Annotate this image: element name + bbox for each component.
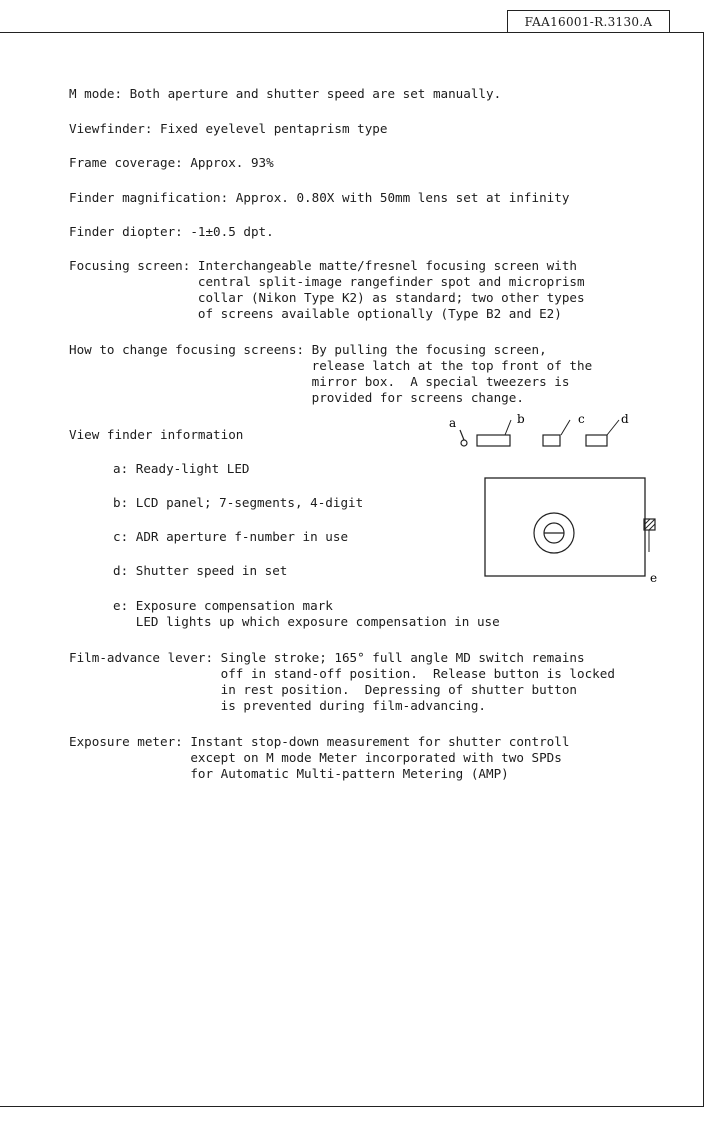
exposure-meter-line-2: except on M mode Meter incorporated with two SPDs — [69, 750, 562, 765]
film-advance-line-1: Film-advance lever: Single stroke; 165° full angle MD switch remains — [69, 650, 585, 665]
focusing-screen-line-2: central split-image rangefinder spot and microprism — [69, 274, 585, 289]
viewfinder-item-b: b: LCD panel; 7-segments, 4-digit — [113, 495, 364, 510]
how-to-change-line-1: How to change focusing screens: By pulling the focusing screen, — [69, 342, 547, 357]
film-advance-line-3: in rest position. Depressing of shutter button — [69, 682, 577, 697]
viewfinder-item-a: a: Ready-light LED — [113, 461, 250, 476]
lcd-panel-icon — [477, 420, 511, 446]
ready-light-led-icon — [460, 430, 467, 446]
finder-magnification-text: Finder magnification: Approx. 0.80X with 50mm lens set at infinity — [69, 190, 570, 205]
viewfinder-item-e-line-1: e: Exposure compensation mark — [113, 598, 333, 613]
finder-diopter-text: Finder diopter: -1±0.5 dpt. — [69, 224, 274, 239]
m-mode-text: M mode: Both aperture and shutter speed are set manually. — [69, 86, 502, 101]
aperture-window-icon — [543, 420, 570, 446]
exposure-meter-line-1: Exposure meter: Instant stop-down measurement for shutter controll — [69, 734, 570, 749]
how-to-change-line-2: release latch at the top front of the — [69, 358, 593, 373]
diagram-label-d: d — [621, 412, 629, 426]
how-to-change-line-4: provided for screens change. — [69, 390, 524, 405]
focusing-screen-line-4: of screens available optionally (Type B2 and E2) — [69, 306, 562, 321]
finder-frame — [485, 478, 645, 576]
viewfinder-text: Viewfinder: Fixed eyelevel pentaprism type — [69, 121, 388, 136]
viewfinder-item-c: c: ADR aperture f-number in use — [113, 529, 349, 544]
viewfinder-diagram — [440, 400, 680, 600]
exposure-meter-line-3: for Automatic Multi-pattern Metering (AMP) — [69, 766, 509, 781]
exposure-compensation-mark-icon — [644, 519, 655, 552]
diagram-label-a: a — [449, 416, 457, 430]
document-code-box — [507, 10, 670, 32]
viewfinder-item-d: d: Shutter speed in set — [113, 563, 288, 578]
how-to-change-line-3: mirror box. A special tweezers is — [69, 374, 570, 389]
diagram-label-b: b — [517, 412, 525, 426]
document-code: FAA16001-R.3130.A — [524, 14, 653, 29]
film-advance-line-2: off in stand-off position. Release button is locked — [69, 666, 615, 681]
viewfinder-item-e-line-2: LED lights up which exposure compensation in use — [113, 614, 500, 629]
frame-coverage-text: Frame coverage: Approx. 93% — [69, 155, 274, 170]
viewfinder-info-title: View finder information — [69, 427, 244, 442]
diagram-label-e: e — [650, 571, 658, 585]
focusing-screen-line-1: Focusing screen: Interchangeable matte/fresnel focusing screen with — [69, 258, 577, 273]
diagram-label-c: c — [578, 412, 585, 426]
shutter-speed-window-icon — [586, 420, 619, 446]
film-advance-line-4: is prevented during film-advancing. — [69, 698, 487, 713]
split-image-focusing-icon — [534, 513, 574, 553]
focusing-screen-line-3: collar (Nikon Type K2) as standard; two other types — [69, 290, 585, 305]
